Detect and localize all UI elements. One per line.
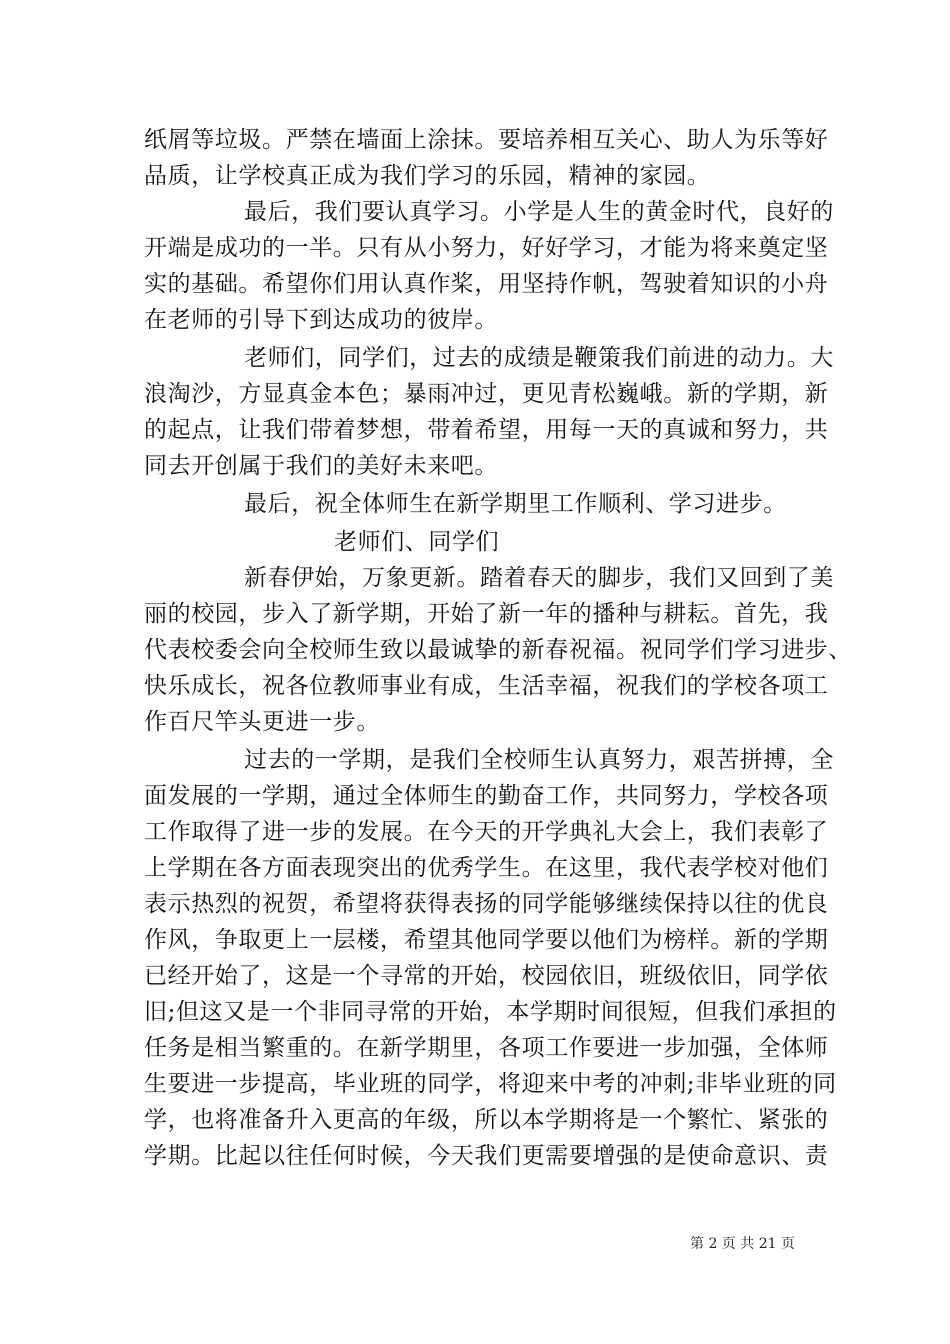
text-line: 已经开始了，这是一个寻常的开始，校园依旧，班级依旧，同学依 bbox=[144, 963, 829, 989]
text-line: 的起点，让我们带着梦想，带着希望，用每一天的真诚和努力，共 bbox=[144, 417, 829, 443]
text-line: 上学期在各方面表现突出的优秀学生。在这里，我代表学校对他们 bbox=[144, 855, 829, 881]
text-line: 面发展的一学期，通过全体师生的勤奋工作，共同努力，学校各项 bbox=[144, 783, 829, 809]
text-line: 最后，祝全体师生在新学期里工作顺利、学习进步。 bbox=[244, 491, 787, 517]
text-line: 开端是成功的一半。只有从小努力，好好学习，才能为将来奠定坚 bbox=[144, 235, 829, 261]
text-line: 纸屑等垃圾。严禁在墙面上涂抹。要培养相互关心、助人为乐等好 bbox=[144, 127, 829, 153]
text-line: 新春伊始，万象更新。踏着春天的脚步，我们又回到了美 bbox=[244, 565, 834, 591]
text-line: 实的基础。希望你们用认真作桨，用坚持作帆，驾驶着知识的小舟 bbox=[144, 271, 829, 297]
text-line: 旧;但这又是一个非同寻常的开始，本学期时间很短，但我们承担的 bbox=[144, 999, 837, 1025]
text-line: 在老师的引导下到达成功的彼岸。 bbox=[144, 307, 498, 333]
text-line: 过去的一学期，是我们全校师生认真努力，艰苦拼搏，全 bbox=[244, 747, 834, 773]
text-line: 作百尺竿头更进一步。 bbox=[144, 709, 380, 735]
text-line: 浪淘沙，方显真金本色；暴雨冲过，更见青松巍峨。新的学期，新 bbox=[144, 381, 829, 407]
text-line: 老师们，同学们，过去的成绩是鞭策我们前进的动力。大 bbox=[244, 345, 834, 371]
text-line: 学，也将准备升入更高的年级，所以本学期将是一个繁忙、紧张的 bbox=[144, 1107, 829, 1133]
text-line: 生要进一步提高，毕业班的同学，将迎来中考的冲刺;非毕业班的同 bbox=[144, 1071, 837, 1097]
text-line: 表示热烈的祝贺，希望将获得表扬的同学能够继续保持以往的优良 bbox=[144, 891, 829, 917]
text-line: 学期。比起以往任何时候，今天我们更需要增强的是使命意识、责 bbox=[144, 1143, 829, 1169]
text-line: 同去开创属于我们的美好未来吧。 bbox=[144, 453, 498, 479]
text-line: 代表校委会向全校师生致以最诚挚的新春祝福。祝同学们学习进步、 bbox=[144, 637, 852, 663]
text-line: 作风，争取更上一层楼，希望其他同学要以他们为榜样。新的学期 bbox=[144, 927, 829, 953]
salutation-line: 老师们、同学们 bbox=[334, 529, 500, 555]
text-line: 快乐成长，祝各位教师事业有成，生活幸福，祝我们的学校各项工 bbox=[144, 673, 829, 699]
text-line: 任务是相当繁重的。在新学期里，各项工作要进一步加强，全体师 bbox=[144, 1035, 829, 1061]
text-line: 最后，我们要认真学习。小学是人生的黄金时代，良好的 bbox=[244, 199, 834, 225]
text-line: 工作取得了进一步的发展。在今天的开学典礼大会上，我们表彰了 bbox=[144, 819, 829, 845]
text-line: 品质，让学校真正成为我们学习的乐园，精神的家园。 bbox=[144, 163, 711, 189]
page-number-footer: 第 2 页 共 21 页 bbox=[690, 1236, 795, 1252]
text-line: 丽的校园，步入了新学期，开始了新一年的播种与耕耘。首先，我 bbox=[144, 601, 829, 627]
